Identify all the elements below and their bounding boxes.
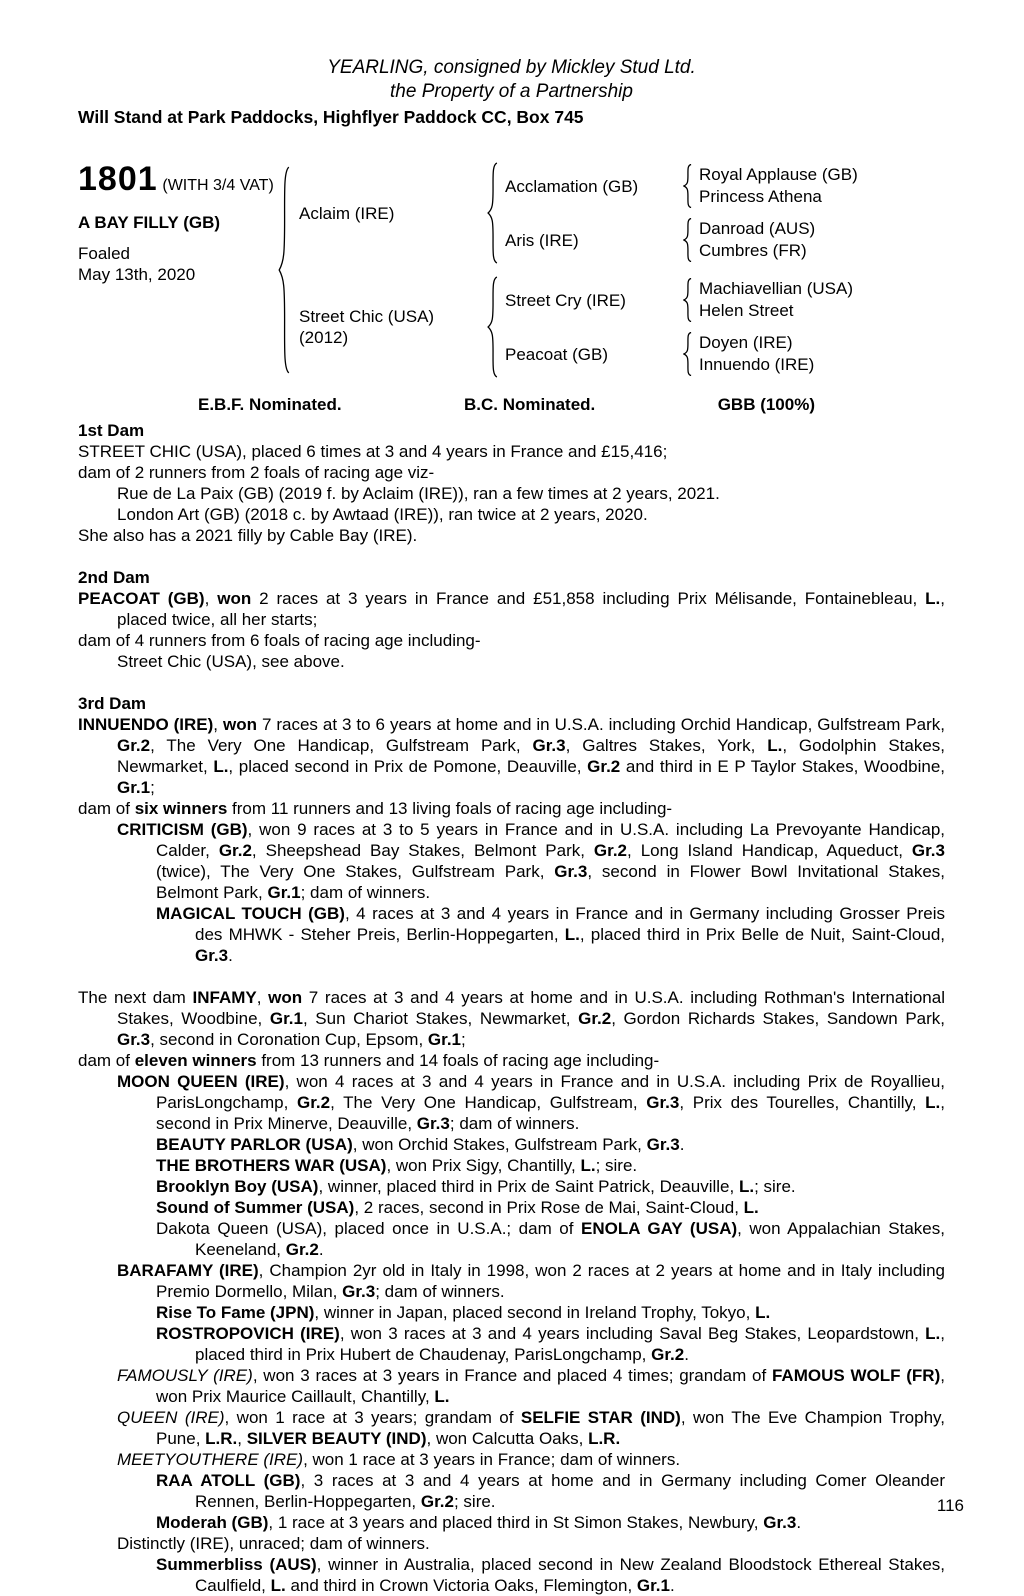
pedigree-paragraph: dam of six winners from 11 runners and 13 living foals of racing age including-: [78, 799, 673, 818]
ggp-name: Princess Athena: [699, 187, 822, 206]
pedigree-paragraph: ROSTROPOVICH (IRE), won 3 races at 3 and 4 years including Saval Beg Stakes, Leopardstown, L., placed third in Prix Hubert de Chaudenay, ParisLongchamp, Gr.2.: [156, 1324, 946, 1364]
pedigree-paragraph: Rise To Fame (JPN), winner in Japan, placed second in Ireland Trophy, Tokyo, L.: [156, 1303, 771, 1322]
dam-sire-branch: [505, 277, 853, 323]
nominations-bar: [78, 394, 945, 415]
pedigree-paragraph: MEETYOUTHERE (IRE), won 1 race at 3 years in France; dam of winners.: [117, 1450, 681, 1469]
sire-dam-branch: [505, 217, 858, 263]
pedigree-brace-icon: [683, 332, 692, 376]
pedigree-paragraph: dam of eleven winners from 13 runners and 14 foals of racing age including-: [78, 1051, 660, 1070]
dam-year: (2012): [299, 328, 349, 347]
pedigree-paragraph: MOON QUEEN (IRE), won 4 races at 3 and 4 years in France and in U.S.A. including Prix de Royallieu, ParisLongchamp, Gr.2, The Very One Handicap, Gulfstream, Gr.3, Prix des Tourelles, Chantilly, L., second in Prix Minerve, Deauville, Gr.3; dam of winners.: [117, 1072, 946, 1133]
stand-location-line: Will Stand at Park Paddocks, Highflyer Paddock CC, Box 745: [78, 107, 584, 127]
great-grandparents: [699, 278, 853, 322]
pedigree-brace-icon: [278, 165, 290, 375]
pedigree-paragraph: PEACOAT (GB), won 2 races at 3 years in France and £51,858 including Prix Mélisande, Fontainebleau, L., placed twice, all her starts;: [78, 589, 946, 629]
dam-sire-name: Street Cry (IRE): [505, 290, 626, 310]
pedigree-paragraph: Distinctly (IRE), unraced; dam of winners.: [117, 1534, 430, 1553]
pedigree-brace-icon: [487, 162, 498, 264]
pedigree-paragraph: Dakota Queen (USA), placed once in U.S.A.; dam of ENOLA GAY (USA), won Appalachian Stakes, Keeneland, Gr.2.: [156, 1219, 945, 1259]
pedigree-tree: [276, 162, 945, 378]
dam-branch: [299, 276, 858, 378]
pedigree-paragraph: FAMOUSLY (IRE), won 3 races at 3 years in France and placed 4 times; grandam of FAMOUS WOLF (FR), won Prix Maurice Caillault, Chantilly, L.: [117, 1366, 945, 1406]
sire-name: Aclaim (IRE): [299, 203, 395, 223]
pedigree-paragraph: dam of 2 runners from 2 foals of racing age viz-: [78, 463, 435, 482]
great-grandparents: [699, 164, 858, 208]
ggp-name: Machiavellian (USA): [699, 279, 853, 298]
ggp-name: Royal Applause (GB): [699, 165, 858, 184]
lot-number-line: [78, 162, 276, 196]
pedigree-paragraph: INNUENDO (IRE), won 7 races at 3 to 6 years at home and in U.S.A. including Orchid Handicap, Gulfstream Park, Gr.2, The Very One Handicap, Gulfstream Park, Gr.3, Galtres Stakes, York, L., Godolphin Stakes, Newmarket, L., placed second in Prix de Pomone, Deauville, Gr.2 and third in E P Taylor Stakes, Woodbine, Gr.1;: [78, 715, 946, 797]
dam-grandparents: [505, 277, 853, 377]
dam-dam-name: Peacoat (GB): [505, 344, 608, 364]
pedigree-paragraph: STREET CHIC (USA), placed 6 times at 3 and 4 years in France and £15,416;: [78, 442, 668, 461]
ebf-nomination: E.B.F. Nominated.: [198, 395, 342, 414]
pedigree-paragraph: Sound of Summer (USA), 2 races, second in Prix Rose de Mai, Saint-Cloud, L.: [156, 1198, 759, 1217]
great-grandparents: [699, 218, 815, 262]
dam-name: [299, 306, 485, 348]
lot-pedigree-chart: [78, 162, 945, 378]
pedigree-paragraph: Street Chic (USA), see above.: [117, 652, 345, 671]
pedigree-paragraph: Summerbliss (AUS), winner in Australia, placed second in New Zealand Bloodstock Ethereal Stakes, Caulfield, L. and third in Crown Victoria Oaks, Flemington, Gr.1.: [156, 1555, 945, 1595]
pedigree-paragraph: BARAFAMY (IRE), Champion 2yr old in Italy in 1998, won 2 races at 2 years at home and in Italy including Premio Dormello, Milan, Gr.3; dam of winners.: [117, 1261, 945, 1301]
pedigree-brace-icon: [683, 278, 692, 322]
dam-section-heading: 1st Dam: [78, 421, 145, 440]
page-number: 116: [936, 1496, 964, 1515]
pedigree-text: [78, 420, 945, 1596]
ggp-name: Helen Street: [699, 301, 794, 320]
dam-name-text: Street Chic (USA): [299, 307, 435, 326]
pedigree-paragraph: The next dam INFAMY, won 7 races at 3 and 4 years at home and in U.S.A. including Rothman's International Stakes, Woodbine, Gr.1, Sun Chariot Stakes, Newmarket, Gr.2, Gordon Richards Stakes, Sandown Park, Gr.3, second in Coronation Cup, Epsom, Gr.1;: [78, 988, 946, 1049]
horse-description: A BAY FILLY (GB): [78, 213, 221, 232]
dam-section-heading: 2nd Dam: [78, 568, 150, 587]
pedigree-paragraph: CRITICISM (GB), won 9 races at 3 to 5 years in France and in U.S.A. including La Prevoyante Handicap, Calder, Gr.2, Sheepshead Bay Stakes, Belmont Park, Gr.2, Long Island Handicap, Aqueduct, Gr.3 (twice), The Very One Stakes, Gulfstream Park, Gr.3, second in Flower Bowl Invitational Stakes, Belmont Park, Gr.1; dam of winners.: [117, 820, 945, 902]
sire-dam-name: Aris (IRE): [505, 230, 579, 250]
sire-branch: [299, 162, 858, 264]
pedigree-brace-icon: [487, 276, 498, 378]
pedigree-paragraph: QUEEN (IRE), won 1 race at 3 years; grandam of SELFIE STAR (IND), won The Eve Champion Trophy, Pune, L.R., SILVER BEAUTY (IND), won Calcutta Oaks, L.R.: [117, 1408, 945, 1448]
foaled-label: Foaled: [78, 244, 130, 263]
sire-sire-name: Acclamation (GB): [505, 176, 639, 196]
sire-sire-branch: [505, 163, 858, 209]
vat-note: (WITH 3/4 VAT): [162, 177, 274, 194]
pedigree-paragraph: Brooklyn Boy (USA), winner, placed third in Prix de Saint Patrick, Deauville, L.; sire.: [156, 1177, 796, 1196]
property-line: the Property of a Partnership: [390, 81, 633, 102]
parents-column: [299, 162, 858, 378]
sire-grandparents: [505, 163, 858, 263]
ggp-name: Danroad (AUS): [699, 219, 816, 238]
gbb-status: GBB (100%): [717, 395, 815, 414]
pedigree-paragraph: dam of 4 runners from 6 foals of racing age including-: [78, 631, 481, 650]
dam-dam-branch: [505, 331, 853, 377]
pedigree-paragraph: THE BROTHERS WAR (USA), won Prix Sigy, Chantilly, L.; sire.: [156, 1156, 638, 1175]
pedigree-brace-icon: [683, 164, 692, 208]
ggp-name: Innuendo (IRE): [699, 355, 815, 374]
pedigree-paragraph: Rue de La Paix (GB) (2019 f. by Aclaim (IRE)), ran a few times at 2 years, 2021.: [117, 484, 720, 503]
pedigree-paragraph: MAGICAL TOUCH (GB), 4 races at 3 and 4 years in France and in Germany including Grosser Preis des MHWK - Steher Preis, Berlin-Hoppegarten, L., placed third in Prix Belle de Nuit, Saint-Cloud, Gr.3.: [156, 904, 945, 965]
foaled-date: May 13th, 2020: [78, 265, 196, 284]
bc-nomination: B.C. Nominated.: [463, 395, 596, 414]
lot-info: [78, 162, 276, 285]
ggp-name: Doyen (IRE): [699, 333, 793, 352]
consignor-line: YEARLING, consigned by Mickley Stud Ltd.: [327, 57, 696, 78]
pedigree-paragraph: RAA ATOLL (GB), 3 races at 3 and 4 years at home and in Germany including Comer Oleander Rennen, Berlin-Hoppegarten, Gr.2; sire.: [156, 1471, 945, 1511]
ggp-name: Cumbres (FR): [699, 241, 807, 260]
pedigree-paragraph: She also has a 2021 filly by Cable Bay (IRE).: [78, 526, 418, 545]
dam-section-heading: 3rd Dam: [78, 694, 147, 713]
great-grandparents: [699, 332, 814, 376]
pedigree-brace-icon: [683, 218, 692, 262]
lot-number: 1801: [78, 160, 158, 198]
pedigree-paragraph: London Art (GB) (2018 c. by Awtaad (IRE)), ran twice at 2 years, 2020.: [117, 505, 648, 524]
page-header: [78, 56, 945, 128]
pedigree-paragraph: BEAUTY PARLOR (USA), won Orchid Stakes, Gulfstream Park, Gr.3.: [156, 1135, 685, 1154]
pedigree-paragraph: Moderah (GB), 1 race at 3 years and placed third in St Simon Stakes, Newbury, Gr.3.: [156, 1513, 802, 1532]
